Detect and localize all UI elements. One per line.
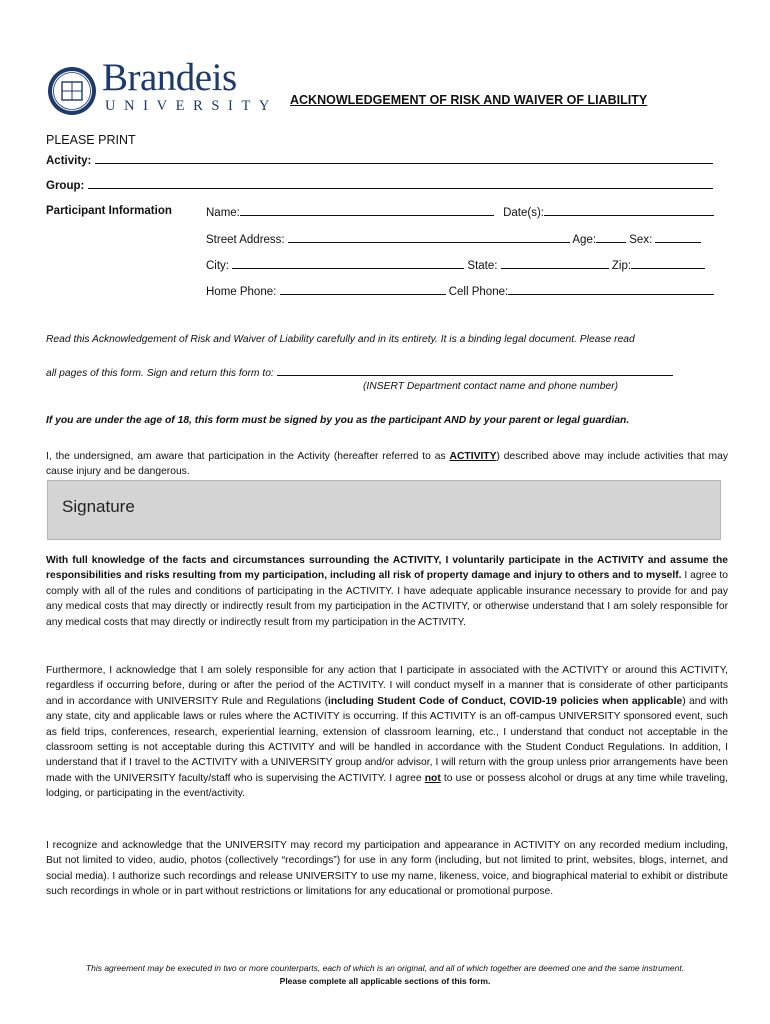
- activity-term: ACTIVITY: [449, 451, 497, 462]
- group-field[interactable]: [88, 177, 713, 189]
- under-18-notice: If you are under the age of 18, this form must be signed by you as the participant AND by your parent or legal guardian.: [46, 415, 630, 426]
- activity-row: [46, 152, 713, 168]
- home-phone-label: Home Phone:: [206, 286, 277, 298]
- recordings-paragraph: I recognize and acknowledge that the UNIVERSITY may record my participation and appearance in ACTIVITY on any recorded medium including, But not limited to video, audio, photos (collectively “recordings”) for use in any form (including, but not limited to print, websites, blogs, internet, and social media). I authorize such recordings and release UNIVERSITY to use my name, likeness, voice, and biographical material to exhibit or distribute such recordings in whole or in part without restrictions or limitations for any educational or promotional purpose.: [46, 840, 728, 898]
- sex-label: Sex:: [629, 234, 653, 246]
- please-print-note: PLEASE PRINT: [46, 133, 136, 147]
- state-label: State:: [467, 260, 498, 272]
- city-label: City:: [206, 260, 229, 272]
- city-field[interactable]: [232, 257, 464, 269]
- read-instruction-line2: all pages of this form. Sign and return this form to:: [46, 368, 274, 379]
- street-address-field[interactable]: [288, 231, 570, 243]
- group-row: [46, 177, 713, 193]
- responsibility-text: I agree to comply with all of the rules and conditions of participating in the ACTIVITY. I have adequate applicable insurance necessary to provide for and pay any medical costs that may directly or indirectly result from my participation in the ACTIVITY, or otherwise understand that I am solely responsible for any medical costs that may directly or indirectly result from my participation in the ACTIVITY.: [46, 570, 728, 628]
- phone-row: [206, 283, 714, 299]
- activity-field[interactable]: [95, 152, 713, 164]
- home-phone-field[interactable]: [280, 283, 446, 295]
- awareness-paragraph: [46, 449, 728, 480]
- state-field[interactable]: [501, 257, 609, 269]
- zip-label: Zip:: [611, 260, 632, 272]
- sex-field[interactable]: [655, 231, 701, 243]
- complete-sections-footer: Please complete all applicable sections of this form.: [279, 976, 491, 986]
- name-row: [206, 204, 714, 220]
- brand-name: Brandeis: [102, 56, 237, 99]
- conduct-text-b: ) and with any state, city and applicable laws or rules where the ACTIVITY is occurring. If this ACTIVITY is an off-campus UNIVERSITY sponsored event, such as field trips, conferences, research, experiential learning, extension of classroom learning, etc., I understand that conduct not acceptable in the classroom setting is not acceptable during this ACTIVITY and will be handled in accordance with the Student Conduct Regulations. In addition, I understand that if I travel to the ACTIVITY with a UNIVERSITY group and/or advisor, I will return with the group unless prior arrangements have been made with the UNIVERSITY faculty/staff who is supervising the ACTIVITY. I agree: [46, 695, 728, 784]
- name-field[interactable]: [240, 204, 494, 216]
- street-row: [206, 231, 701, 247]
- signature-label: Signature: [62, 497, 135, 516]
- awareness-text-b: ) described above may include activities that may cause injury and be dangerous.: [46, 451, 728, 478]
- brand-subtitle: UNIVERSITY: [105, 98, 278, 114]
- group-label: Group:: [46, 180, 85, 192]
- read-instruction-line1: Read this Acknowledgement of Risk and Waiver of Liability carefully and in its entirety. It is a binding legal document. Please read: [46, 334, 635, 345]
- university-seal-logo: [47, 66, 97, 116]
- age-label: Age:: [572, 234, 597, 246]
- awareness-text-a: I, the undersigned, am aware that participation in the Activity (hereafter referred to as: [46, 451, 450, 462]
- responsibility-bold-text: With full knowledge of the facts and circumstances surrounding the ACTIVITY, I voluntarily participate in the ACTIVITY and assume the responsibilities and risks resulting from my participation, including all risk of property damage and injury to others and to myself.: [46, 555, 728, 582]
- conduct-bold-text: including Student Code of Conduct, COVID-19 policies when applicable: [328, 695, 683, 707]
- signature-box[interactable]: [47, 480, 721, 540]
- activity-label: Activity:: [46, 155, 92, 167]
- street-address-label: Street Address:: [206, 234, 285, 246]
- conduct-text-c: to use or possess alcohol or drugs at any time while traveling, lodging, or participating in the event/activity.: [46, 772, 728, 800]
- cell-phone-label: Cell Phone:: [448, 286, 509, 298]
- zip-field[interactable]: [631, 257, 705, 269]
- return-to-row: [46, 366, 673, 379]
- counterparts-footer: This agreement may be executed in two or more counterparts, each of which is an original, and all of which together are deemed one and the same instrument.: [85, 963, 685, 973]
- cell-phone-field[interactable]: [508, 283, 714, 295]
- dates-field[interactable]: [544, 204, 714, 216]
- age-field[interactable]: [596, 231, 626, 243]
- not-emphasis: not: [424, 772, 441, 784]
- responsibility-paragraph: [46, 553, 728, 630]
- name-label: Name:: [206, 207, 240, 219]
- participant-info-label: Participant Information: [46, 205, 172, 217]
- return-contact-field[interactable]: [277, 366, 673, 376]
- conduct-text-a: Furthermore, I acknowledge that I am solely responsible for any action that I participate in associated with the ACTIVITY or around this ACTIVITY, regardless if occurring before, during or after the period of the ACTIVITY. I will conduct myself in a manner that is considerate of other participants and in accordance with UNIVERSITY Rule and Regulations (: [46, 665, 728, 707]
- conduct-paragraph: [46, 663, 728, 802]
- city-row: [206, 257, 705, 273]
- document-title: ACKNOWLEDGEMENT OF RISK AND WAIVER OF LIABILITY: [290, 93, 648, 107]
- insert-contact-note: (INSERT Department contact name and phone number): [363, 381, 619, 392]
- dates-label: Date(s):: [503, 207, 544, 219]
